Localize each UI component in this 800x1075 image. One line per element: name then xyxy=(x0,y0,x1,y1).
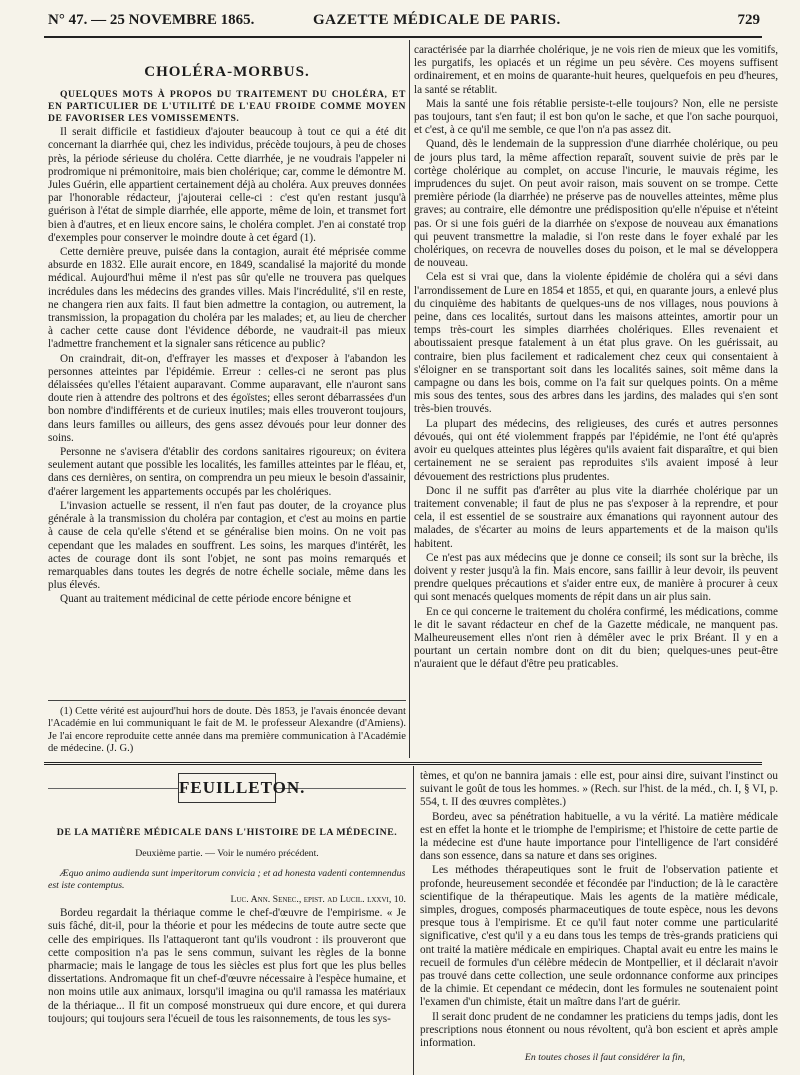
cholera-paragraph: caractérisée par la diarrhée cholérique, je ne vois rien de mieux que les vomitifs, les purgatifs, les opiacés et un régime un peu sévère. Ces moyens suffisent ordinairement, et en moins de quarante-huit heures, quelquefois en peu d'heures, la santé se rétablit. xyxy=(414,44,778,96)
feuilleton-paragraph: Il serait donc prudent de ne condamner les praticiens du temps jadis, dont les prescriptions nous étonnent ou nous révoltent, qu'à bon escient et après ample information. xyxy=(420,1010,778,1050)
cholera-paragraph: Ce n'est pas aux médecins que je donne ce conseil; ils sont sur la brèche, ils doivent y rester jusqu'à la fin. Mais encore, sans faillir à leur devoir, ils peuvent prendre quelques précautions et s'aider entre eux, de manière à procurer à ceux qui sont menacés quelques moments de répit dans un air plus sain. xyxy=(414,551,778,604)
cholera-paragraph: Personne ne s'avisera d'établir des cordons sanitaires rigoureux; on évitera seulement autant que possible les localités, les familles atteintes par le fléau, et, dans ces dernières, on sentira, on comprendra un peu mieux le besoin d'assainir, d'aérer largement les appartements occupés par les cholériques. xyxy=(48,446,406,498)
cholera-paragraph: L'invasion actuelle se ressent, il n'en faut pas douter, de la croyance plus générale à la transmission du choléra par contagion, et c'est au moins en partie à cause de cela qu'elle s'étend et se généralise bien moins. On ne voit pas cependant que les malades en souffrent. Les soins, les marques d'intérêt, les actes de courage dont ils sont l'objet, ne sont pas moins remarqués et remarquables dans toutes les degrés de notre échelle sociale, même dans les plus élevés. xyxy=(48,499,406,592)
cholera-subtitle: QUELQUES MOTS À PROPOS DU TRAITEMENT DU CHOLÉRA, ET EN PARTICULIER DE L'UTILITÉ DE L'EAU FROIDE COMME MOYEN DE FAVORISER LES VOMISSEMENTS. xyxy=(48,89,406,125)
feuilleton-label: FEUILLETON. xyxy=(178,773,276,803)
cholera-paragraph: Quand, dès le lendemain de la suppression d'une diarrhée cholérique, ou peu de jours plus tard, la même affection reparaît, souvent suivie de près par le cortège cholérique au complet, on accuse l'incurie, le mauvais régime, les imprudences du sujet. On peut avoir raison, mais souvent on se trompe. Cette première période (la diarrhée) ne préserve pas de nouvelles atteintes, même plus graves; au contraire, elle démontre une prédisposition qu'elle n'épuise et n'éteint pas. Or si une fois guéri de la diarrhée on s'expose de nouveau aux émanations qui peuvent transmettre la maladie, si l'on reste dans le foyer exhalé par les cholériques, on recevra de nouvelles doses du poison, et le mal se développera de nouveau. xyxy=(414,138,778,270)
cholera-paragraph: Il serait difficile et fastidieux d'ajouter beaucoup à tout ce qui a été dit concernant la diarrhée qui, chez les individus, précède toujours, à peu de choses près, la période sérieuse du choléra. Cette diarrhée, je ne voudrais l'appeler ni prodromique ni prémonitoire, mais bien cholérique; car, comme le démontre M. Jules Guérin, elle appartient certainement déjà au choléra. Aux preuves données par l'honorable rédacteur, j'ajouterai celle-ci : c'est qu'en restant jusqu'à guérison à l'état de simple diarrhée, elle apporte, même de loin, et transmet fort bien à d'autres, et en lieux encore sains, le choléra complet. J'en ai constaté trop d'exemples pour conserver le moindre doute à cet égard (1). xyxy=(48,126,406,244)
cholera-right-column xyxy=(414,44,778,756)
cholera-paragraph: Quant au traitement médicinal de cette période encore bénigne et xyxy=(60,593,352,606)
column-separator xyxy=(413,766,414,1075)
feuilleton-paragraph: tèmes, et qu'on ne bannira jamais : elle est, pour ainsi dire, suivant l'instinct ou suivant le goût de tous les hommes. » (Rech. sur l'hist. de la méd., ch. I, § VI, p. 554, t. II des œuvres complètes.) xyxy=(420,770,778,809)
feuilleton-closing-line: En toutes choses il faut considérer la fin, xyxy=(524,1052,686,1064)
cholera-section-title: CHOLÉRA-MORBUS. xyxy=(144,64,310,80)
epigraph-author: Luc. Ann. Senec., epist. ad Lucil. lxxvi, 10. xyxy=(230,894,406,905)
footnote-text: (1) Cette vérité est aujourd'hui hors de doute. Dès 1853, je l'avais énoncée devant l'Académie en lui communiquant le fait de M. le professeur Alexandre (d'Amiens). Je l'ai encore reproduite cette année dans ma première communication à l'Académie de médecine. (J. G.) xyxy=(48,706,406,755)
running-head xyxy=(48,12,760,34)
cholera-paragraph: On craindrait, dit-on, d'effrayer les masses et d'exposer à l'abandon les personnes atteintes par l'épidémie. Erreur : celles-ci ne seront pas plus délaissées qu'elles l'étaient auparavant. Comme auparavant, elle n'auront sans doute rien à attendre des poltrons et des égoïstes; elles seront débarrassées d'un bon nombre d'indifférents et de curieux inutiles; mais elles trouveront toujours, dans leurs familles ou ailleurs, des gens assez dévoués pour leur donner des soins. xyxy=(48,352,406,444)
feuilleton-divider xyxy=(44,762,762,765)
feuilleton-paragraph: Bordeu regardait la thériaque comme le chef-d'œuvre de l'empirisme. « Je suis fâché, dit-il, pour la théorie et pour les médecins de toute autre secte que celle des empiriques. Ils l'attaqueront tant qu'ils voudront : ils prouveront que cette composition n'a pas le sens commun, suivant les règles de la bonne pharmacie; mais le langage de tous les siècles est plus fort que les plus belles dissertations. Andromaque fit un chef-d'œuvre nécessaire à l'espèce humaine, et non moins utile aux animaux, lorsqu'il imagina ou qu'il ramassa les matériaux de la thériaque... Il fit un composé monstrueux qui dure encore, et qui durera toujours; qui toujours sera l'écueil de tous les raisonnements, de tous les sys- xyxy=(48,907,406,1025)
header-rule xyxy=(44,36,762,38)
feuilleton-left-column xyxy=(48,820,406,1075)
cholera-paragraph: La plupart des médecins, des religieuses, des curés et autres personnes dévoués, qui ont été violemment frappés par l'épidémie, ne l'ont été qu'après avoir eu quelques atteintes plus légères qu'ils avaient fait disparaître, et qui bien certainement ne se seraient pas reproduites s'ils avaient imposé à leur dévouement des restrictions plus prudentes. xyxy=(414,417,778,483)
issue-number: N° 47. — 25 NOVEMBRE 1865. xyxy=(48,12,255,28)
cholera-left-column xyxy=(48,44,406,734)
cholera-paragraph: En ce qui concerne le traitement du choléra confirmé, les médications, comme le dit le savant rédacteur en chef de la Gazette médicale, ne manquent pas. Malheureusement elles n'ont rien à démêler avec le prix Bréant. Il y en a pourtant un certain nombre dont on dit du bien; quelques-unes peut-être n'auraient que le défaut d'être peu praticables. xyxy=(414,605,778,671)
cholera-paragraph: Mais la santé une fois rétablie persiste-t-elle toujours? Non, elle ne persiste pas toujours, tant s'en faut; il est bon qu'on le sache, et que l'on sache pourquoi, et c'est, à ce qu'il me semble, ce que l'on n'a pas assez dit. xyxy=(414,97,778,137)
feuilleton-right-column xyxy=(420,770,778,1075)
footnote xyxy=(48,706,406,756)
journal-title: GAZETTE MÉDICALE DE PARIS. xyxy=(313,12,561,28)
cholera-paragraph: Cela est si vrai que, dans la violente épidémie de choléra qui a sévi dans l'arrondissement de Lure en 1854 et 1855, et qui, en quarante jours, a enlevé plus du cinquième des habitants de quelques-uns de nos villages, nous pouvions à peine, dans ces localités, surtout dans les maisons atteintes, amortir pour un temps très-court les simples diarrhées cholériques. Elles revenaient et aboutissaient presque fatalement à un état plus grave. On les guérissait, au contraire, bien plus facilement et radicalement chez ceux qui consentaient à s'éloigner en se transportant soit dans les localités saines, soit même dans la campagne ou dans les bois, comme on l'a fait sur quelques points. On a même mis sous des tentes, sous des arbres dans les jardins, des malades qui s'en sont très-bien trouvés. xyxy=(414,271,778,416)
column-separator xyxy=(409,40,410,758)
footnote-rule xyxy=(48,700,406,701)
feuilleton-paragraph: Bordeu, avec sa pénétration habituelle, a vu la vérité. La matière médicale est en effet la honte et le triomphe de l'empirisme; et l'histoire de cette partie de la médecine est d'une haute importance pour l'intelligence de l'art considéré dans son essence, dans sa nature et dans ses origines. xyxy=(420,810,778,863)
page-number: 729 xyxy=(737,12,760,28)
feuilleton-title: DE LA MATIÈRE MÉDICALE DANS L'HISTOIRE DE LA MÉDECINE. xyxy=(56,827,398,838)
cholera-paragraph: Donc il ne suffit pas d'arrêter au plus vite la diarrhée cholérique par un traitement convenable; il faut de plus ne pas s'exposer à la reprendre, et pour cela, il est essentiel de se soustraire aux émanations qui rayonnent autour des malades, de s'écarter au moins de leurs appartements et de la maison qu'ils habitent. xyxy=(414,484,778,550)
epigraph: Æquo animo audienda sunt imperitorum convicia ; et ad honesta vadenti contemnendus est iste contemptus. xyxy=(48,868,406,892)
cholera-paragraph: Cette dernière preuve, puisée dans la contagion, aurait été méprisée comme absurde en 1832. Elle aurait encore, en 1849, scandalisé la majorité du monde médical. Aujourd'hui même il n'est pas sûr qu'elle ne trouvera pas quelques incrédules dans les médecins des grandes villes. Mais l'incrédulité, s'il en reste, ne changera rien aux faits. Il faut bien admettre la contagion, ou autrement, la transmission, la propagation du choléra par les malades; et, au lieu de chercher à cacher cette cause dont l'évidence déborde, ne vaudrait-il pas mieux l'admettre franchement et la signaler sans réticence au public? xyxy=(48,246,406,351)
feuilleton-part: Deuxième partie. — Voir le numéro précédent. xyxy=(135,848,319,860)
feuilleton-paragraph: Les méthodes thérapeutiques sont le fruit de l'observation patiente et profonde, heureusement secondée et fécondée par l'induction; de là le caractère scientifique de la thérapeutique. Mais les agents de la matière médicale, simples, drogues, composés pharmaceutiques de toute espèce, nous les devons presque tous à l'empirisme. Et ce qu'il faut noter comme une particularité significative, c'est qu'il y a eu dans tous les temps de très-grands praticiens qui ont traité la matière médicale en empiriques. Chaptal avait eu entre les mains le recueil de formules d'un célèbre médecin de Montpellier, et il déclarait n'avoir pas trouvé dans cette collection, une seule ordonnance conforme aux principes de la chimie. Et cependant ce médecin, dont les formules ne soutenaient point l'examen d'un chimiste, était un maître dans l'art de guérir. xyxy=(420,864,778,1009)
